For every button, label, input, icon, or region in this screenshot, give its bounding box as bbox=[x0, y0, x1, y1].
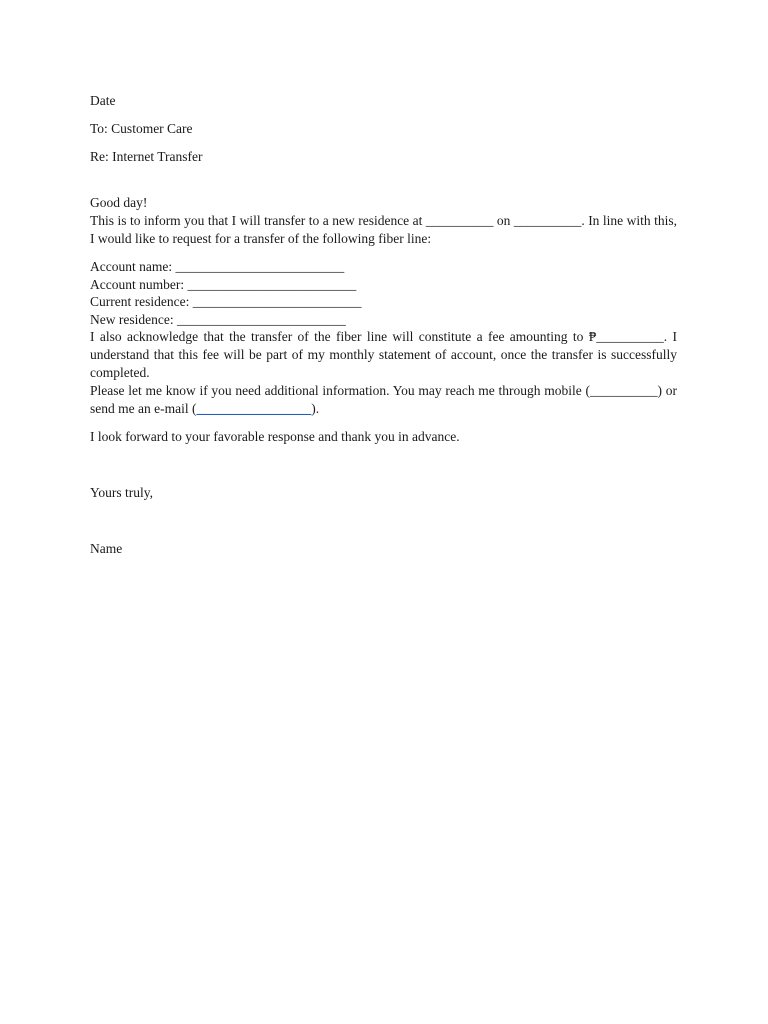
contact-text: Please let me know if you need additional information. You may reach me through mobile (__________) or send me an e-mail ( bbox=[90, 383, 677, 416]
letter-page bbox=[90, 92, 677, 558]
closing-salutation: Yours truly, bbox=[90, 485, 154, 500]
new-residence-field: New residence: _________________________ bbox=[90, 311, 346, 327]
contact-paragraph bbox=[90, 382, 677, 418]
current-residence-field: Current residence: _________________________ bbox=[90, 294, 362, 309]
contact-end: ). bbox=[311, 401, 320, 416]
account-number-field: Account number: _________________________ bbox=[90, 276, 357, 292]
closing-paragraph: I look forward to your favorable response and thank you in advance. bbox=[90, 429, 460, 444]
email-blank: _________________ bbox=[196, 401, 312, 416]
fee-paragraph: I also acknowledge that the transfer of the fiber line will constitute a fee amounting to ₱__________. I understand that this fee will be part of my monthly statement of account, once the transfer is successfully completed. bbox=[90, 329, 677, 380]
recipient-line: To: Customer Care bbox=[90, 121, 193, 136]
account-name-field: Account name: _________________________ bbox=[90, 259, 345, 274]
greeting: Good day! bbox=[90, 195, 148, 210]
intro-paragraph: This is to inform you that I will transfer to a new residence at __________ on __________. In line with this, I would like to request for a transfer of the following fiber line: bbox=[90, 213, 677, 246]
date-line: Date bbox=[90, 93, 116, 108]
account-fields bbox=[90, 258, 677, 328]
signature-name: Name bbox=[90, 541, 123, 556]
subject-line: Re: Internet Transfer bbox=[90, 149, 203, 164]
